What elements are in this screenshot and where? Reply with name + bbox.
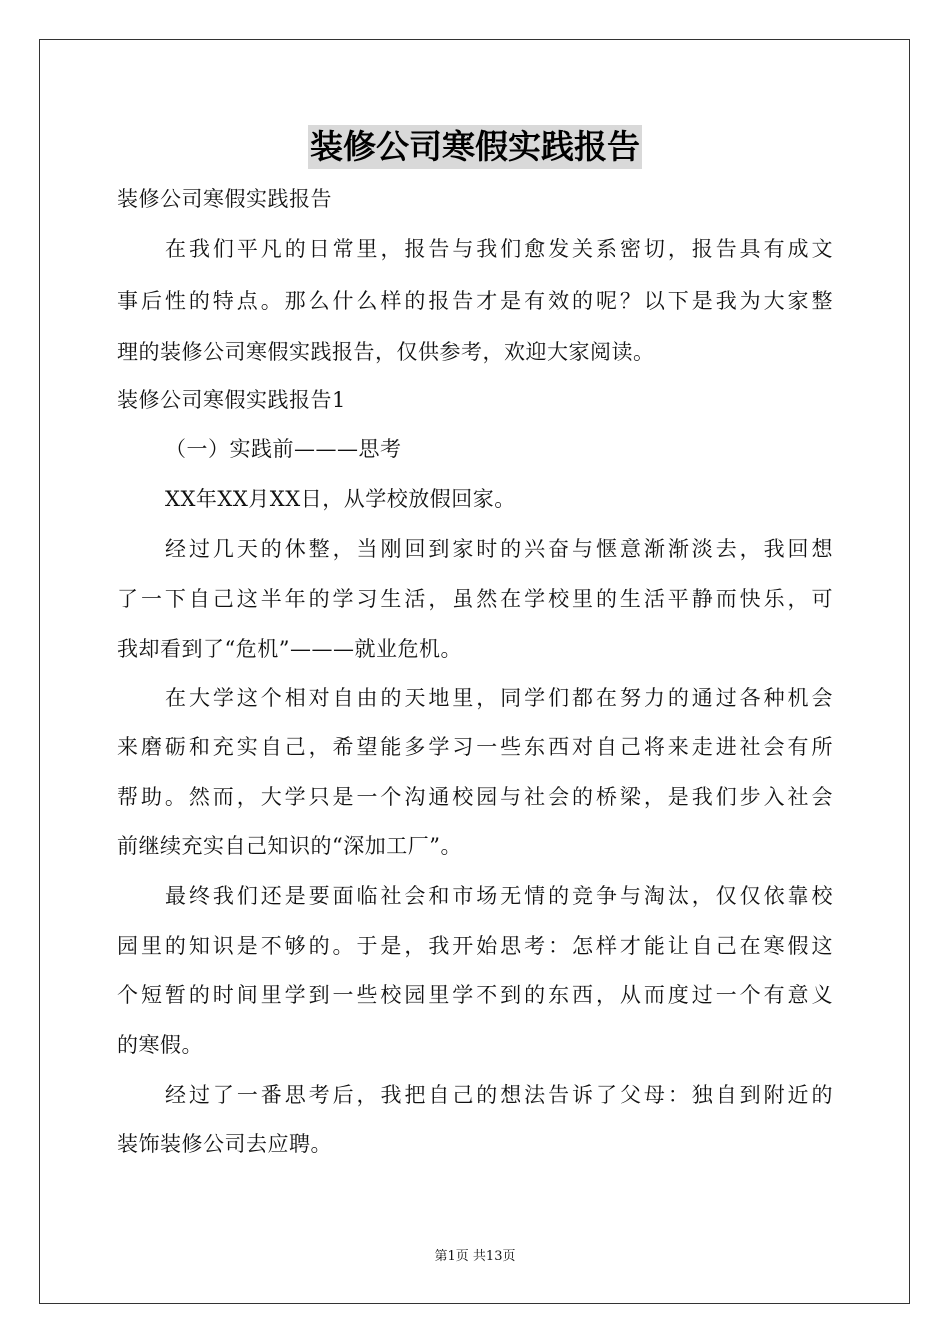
paragraph-line: 前继续充实自己知识的“深加工厂”。	[117, 834, 462, 858]
paragraph-line: 我却看到了“危机”———就业危机。	[117, 637, 462, 661]
paragraph-line: 了一下自己这半年的学习生活，虽然在学校里的生活平静而快乐，可	[117, 587, 833, 611]
paragraph-line: 经过了一番思考后，我把自己的想法告诉了父母：独自到附近的	[165, 1083, 833, 1107]
paragraph-line: 最终我们还是要面临社会和市场无情的竞争与淘汰，仅仅依靠校	[165, 884, 833, 908]
paragraph-line: 园里的知识是不够的。于是，我开始思考：怎样才能让自己在寒假这	[117, 934, 833, 958]
title-wrap	[0, 125, 950, 169]
page-border	[39, 39, 910, 1304]
paragraph-line: 来磨砺和充实自己，希望能多学习一些东西对自己将来走进社会有所	[117, 735, 833, 759]
subtitle-line: 装修公司寒假实践报告	[117, 187, 332, 211]
subsection-heading: （一）实践前———思考	[165, 437, 402, 461]
paragraph-line: 帮助。然而，大学只是一个沟通校园与社会的桥梁，是我们步入社会	[117, 785, 833, 809]
paragraph-line: XX年XX月XX日，从学校放假回家。	[165, 487, 516, 511]
paragraph-line: 在我们平凡的日常里，报告与我们愈发关系密切，报告具有成文	[165, 237, 833, 261]
section-heading: 装修公司寒假实践报告1	[117, 388, 346, 412]
paragraph-line: 装饰装修公司去应聘。	[117, 1132, 332, 1156]
paragraph-line: 理的装修公司寒假实践报告，仅供参考，欢迎大家阅读。	[117, 340, 655, 364]
paragraph-line: 事后性的特点。那么什么样的报告才是有效的呢？以下是我为大家整	[117, 289, 833, 313]
paragraph-line: 的寒假。	[117, 1033, 203, 1057]
page-footer: 第1页 共13页	[434, 1249, 516, 1264]
paragraph-line: 经过几天的休整，当刚回到家时的兴奋与惬意渐渐淡去，我回想	[165, 537, 833, 561]
paragraph-line: 个短暂的时间里学到一些校园里学不到的东西，从而度过一个有意义	[117, 983, 833, 1007]
paragraph-line: 在大学这个相对自由的天地里，同学们都在努力的通过各种机会	[165, 686, 833, 710]
document-title: 装修公司寒假实践报告	[308, 125, 642, 169]
